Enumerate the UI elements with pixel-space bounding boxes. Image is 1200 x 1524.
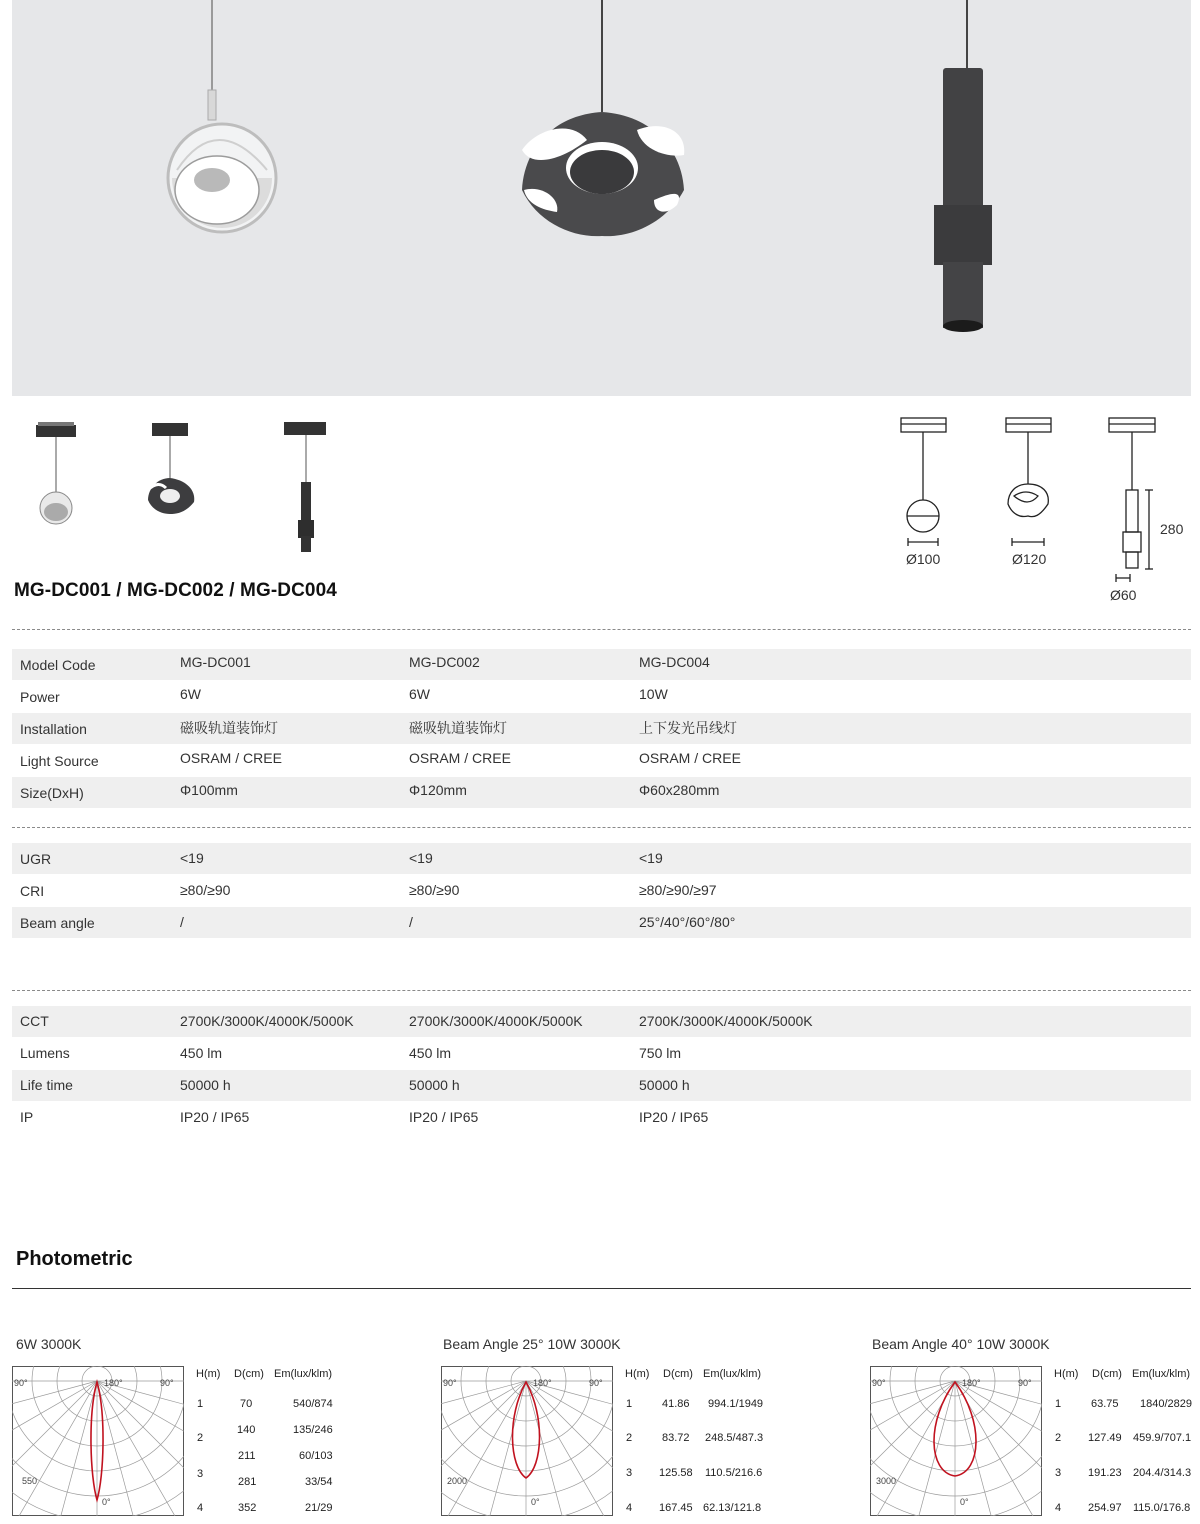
header-h: H(m) — [625, 1368, 650, 1380]
header-em: Em(lux/klm) — [274, 1368, 333, 1380]
cell-h: 1 — [197, 1398, 204, 1410]
cell-em: 110.5/216.6 — [705, 1467, 763, 1479]
header-em: Em(lux/klm) — [703, 1368, 762, 1380]
cell-h: 2 — [626, 1432, 633, 1444]
spec-label: Installation — [20, 721, 87, 737]
spec-value: 50000 h — [180, 1077, 231, 1093]
cell-d: 254.97 — [1088, 1502, 1122, 1514]
polar-ring — [870, 1366, 1042, 1516]
cell-d: 167.45 — [659, 1502, 693, 1514]
cell-em: 459.9/707.1 — [1133, 1432, 1192, 1444]
cell-h: 4 — [1055, 1502, 1062, 1514]
spec-value: 450 lm — [409, 1045, 452, 1061]
thumbnail-cylinder — [276, 420, 336, 555]
spec-value: / — [180, 914, 184, 930]
spec-row-cri — [12, 875, 1191, 906]
cell-h: 2 — [1055, 1432, 1062, 1444]
spec-label: IP — [20, 1109, 34, 1125]
spec-row-life-time — [12, 1070, 1191, 1101]
scale-label: 3000 — [876, 1476, 897, 1486]
polar-spoke — [955, 1381, 1042, 1491]
photometric-block-3 — [870, 1336, 1198, 1524]
angle-label-bottom: 0° — [960, 1497, 969, 1507]
header-d: D(cm) — [663, 1368, 693, 1380]
cell-em: 204.4/314.3 — [1133, 1467, 1192, 1479]
spec-value: 上下发光吊线灯 — [639, 720, 737, 736]
polar-spoke — [955, 1381, 1042, 1516]
cell-d: 125.58 — [659, 1467, 693, 1479]
spec-value: / — [409, 914, 413, 930]
drawing-diameter-1: Ø100 — [906, 551, 941, 567]
scale-label: 2000 — [447, 1476, 468, 1486]
polar-spoke — [870, 1381, 955, 1491]
polar-diagram — [870, 1366, 1042, 1516]
spec-value: 6W — [180, 686, 201, 702]
spec-label: UGR — [20, 851, 52, 867]
header-em: Em(lux/klm) — [1132, 1368, 1191, 1380]
polar-diagram — [12, 1366, 184, 1516]
polar-ring — [441, 1366, 613, 1516]
angle-label-top: 180° — [104, 1378, 123, 1388]
globe-pendant-illustration — [168, 0, 276, 232]
photometric-rule — [12, 1288, 1191, 1289]
drawing-diameter-2: Ø120 — [1012, 551, 1047, 567]
polar-spoke — [12, 1381, 97, 1516]
hero-product-image — [12, 0, 1191, 396]
angle-label-right: 90° — [160, 1378, 174, 1388]
divider — [12, 629, 1191, 630]
cell-h: 3 — [626, 1467, 633, 1479]
cell-h: 1 — [1055, 1398, 1062, 1410]
cell-em: 994.1/1949 — [708, 1398, 764, 1410]
polar-spoke — [97, 1381, 184, 1491]
angle-label-left: 90° — [443, 1378, 457, 1388]
cell-em: 21/29 — [305, 1502, 333, 1514]
spec-value: ≥80/≥90/≥97 — [639, 882, 717, 898]
spec-value: <19 — [409, 850, 433, 866]
spec-value: MG-DC002 — [409, 654, 480, 670]
spec-row-size — [12, 777, 1191, 808]
cell-em: 135/246 — [293, 1424, 333, 1436]
drawing-height: 280 — [1160, 521, 1184, 537]
spec-label: Model Code — [20, 657, 96, 673]
spec-label: CRI — [20, 883, 45, 899]
photometric-title: Photometric — [16, 1248, 133, 1270]
spec-row-ip — [12, 1102, 1191, 1133]
spec-label: Light Source — [20, 753, 99, 769]
cell-h: 3 — [1055, 1467, 1062, 1479]
polar-spoke — [97, 1381, 184, 1516]
header-d: D(cm) — [1092, 1368, 1122, 1380]
cell-em: 1840/2829 — [1140, 1398, 1192, 1410]
cell-d: 211 — [238, 1450, 256, 1462]
angle-label-right: 90° — [589, 1378, 603, 1388]
spec-value: Φ100mm — [180, 782, 238, 798]
flower-pendant-illustration — [522, 0, 684, 236]
spec-row-light-source — [12, 745, 1191, 776]
angle-label-bottom: 0° — [531, 1497, 540, 1507]
polar-frame — [871, 1367, 1042, 1516]
spec-row-lumens — [12, 1038, 1191, 1069]
cell-d: 140 — [237, 1424, 256, 1436]
cell-d: 281 — [238, 1476, 257, 1488]
cell-d: 70 — [240, 1398, 253, 1410]
cell-em: 115.0/176.8 — [1133, 1502, 1191, 1514]
cell-d: 41.86 — [662, 1398, 690, 1410]
spec-label: Size(DxH) — [20, 785, 84, 801]
polar-spoke — [870, 1381, 955, 1516]
spec-value: 磁吸轨道装饰灯 — [409, 720, 507, 736]
cylinder-pendant-illustration — [934, 0, 992, 332]
spec-value: IP20 / IP65 — [639, 1109, 709, 1125]
polar-diagram — [441, 1366, 613, 1516]
spec-value: <19 — [180, 850, 204, 866]
cell-em: 62.13/121.8 — [703, 1502, 762, 1514]
spec-value: ≥80/≥90 — [180, 882, 231, 898]
spec-value: IP20 / IP65 — [180, 1109, 250, 1125]
photometric-block-2 — [441, 1336, 801, 1524]
photometric-block-title: 6W 3000K — [16, 1336, 82, 1352]
angle-label-top: 180° — [962, 1378, 981, 1388]
spec-value: <19 — [639, 850, 663, 866]
models-title: MG-DC001 / MG-DC002 / MG-DC004 — [14, 580, 337, 601]
divider — [12, 827, 1191, 828]
spec-value: OSRAM / CREE — [639, 750, 741, 766]
cell-em: 33/54 — [305, 1476, 333, 1488]
header-h: H(m) — [196, 1368, 221, 1380]
spec-value: 6W — [409, 686, 430, 702]
drawing-diameter-3: Ø60 — [1110, 587, 1137, 603]
technical-drawings — [890, 412, 1190, 612]
cell-d: 352 — [238, 1502, 257, 1514]
header-h: H(m) — [1054, 1368, 1079, 1380]
spec-row-power — [12, 681, 1191, 712]
cell-em: 248.5/487.3 — [705, 1432, 764, 1444]
spec-value: 450 lm — [180, 1045, 223, 1061]
spec-label: Power — [20, 689, 60, 705]
polar-frame — [442, 1367, 613, 1516]
photometric-block-1 — [12, 1336, 372, 1524]
spec-value: OSRAM / CREE — [409, 750, 511, 766]
cell-d: 127.49 — [1088, 1432, 1122, 1444]
spec-value: ≥80/≥90 — [409, 882, 460, 898]
spec-label: Lumens — [20, 1045, 70, 1061]
header-d: D(cm) — [234, 1368, 264, 1380]
divider — [12, 990, 1191, 991]
cell-em: 60/103 — [299, 1450, 333, 1462]
angle-label-left: 90° — [872, 1378, 886, 1388]
spec-value: IP20 / IP65 — [409, 1109, 479, 1125]
spec-value: 2700K/3000K/4000K/5000K — [409, 1013, 583, 1029]
photometric-block-title: Beam Angle 25° 10W 3000K — [443, 1336, 621, 1352]
polar-spoke — [12, 1381, 97, 1491]
angle-label-top: 180° — [533, 1378, 552, 1388]
polar-spoke — [870, 1381, 955, 1516]
spec-value: 10W — [639, 686, 668, 702]
cell-h: 1 — [626, 1398, 633, 1410]
scale-label: 550 — [22, 1476, 38, 1486]
spec-label: Beam angle — [20, 915, 95, 931]
cell-h: 3 — [197, 1468, 204, 1480]
spec-row-ugr — [12, 843, 1191, 874]
cell-h: 4 — [626, 1502, 633, 1514]
cell-d: 63.75 — [1091, 1398, 1119, 1410]
spec-label: CCT — [20, 1013, 49, 1029]
cell-h: 2 — [197, 1432, 204, 1444]
spec-value: 2700K/3000K/4000K/5000K — [639, 1013, 813, 1029]
spec-value: 磁吸轨道装饰灯 — [180, 720, 278, 736]
thumbnail-flower — [140, 420, 200, 530]
cell-d: 191.23 — [1088, 1467, 1122, 1479]
spec-value: MG-DC001 — [180, 654, 251, 670]
polar-spoke — [97, 1381, 184, 1516]
spec-value: OSRAM / CREE — [180, 750, 282, 766]
spec-row-model-code — [12, 649, 1191, 680]
cell-d: 83.72 — [662, 1432, 690, 1444]
spec-value: 750 lm — [639, 1045, 682, 1061]
cell-em: 540/874 — [293, 1398, 333, 1410]
spec-value: Φ60x280mm — [639, 782, 720, 798]
spec-value: 2700K/3000K/4000K/5000K — [180, 1013, 354, 1029]
cell-h: 4 — [197, 1502, 204, 1514]
spec-label: Life time — [20, 1077, 73, 1093]
spec-value: MG-DC004 — [639, 654, 710, 670]
thumbnail-globe — [26, 420, 86, 530]
spec-value: 50000 h — [409, 1077, 460, 1093]
polar-spoke — [955, 1381, 1042, 1516]
spec-value: 50000 h — [639, 1077, 690, 1093]
spec-row-beam-angle — [12, 907, 1191, 938]
spec-value: Φ120mm — [409, 782, 467, 798]
spec-value: 25°/40°/60°/80° — [639, 914, 736, 930]
photometric-block-title: Beam Angle 40° 10W 3000K — [872, 1336, 1050, 1352]
angle-label-right: 90° — [1018, 1378, 1032, 1388]
spec-row-installation — [12, 713, 1191, 744]
angle-label-left: 90° — [14, 1378, 28, 1388]
polar-spoke — [12, 1381, 97, 1516]
angle-label-bottom: 0° — [102, 1497, 111, 1507]
spec-row-cct — [12, 1006, 1191, 1037]
